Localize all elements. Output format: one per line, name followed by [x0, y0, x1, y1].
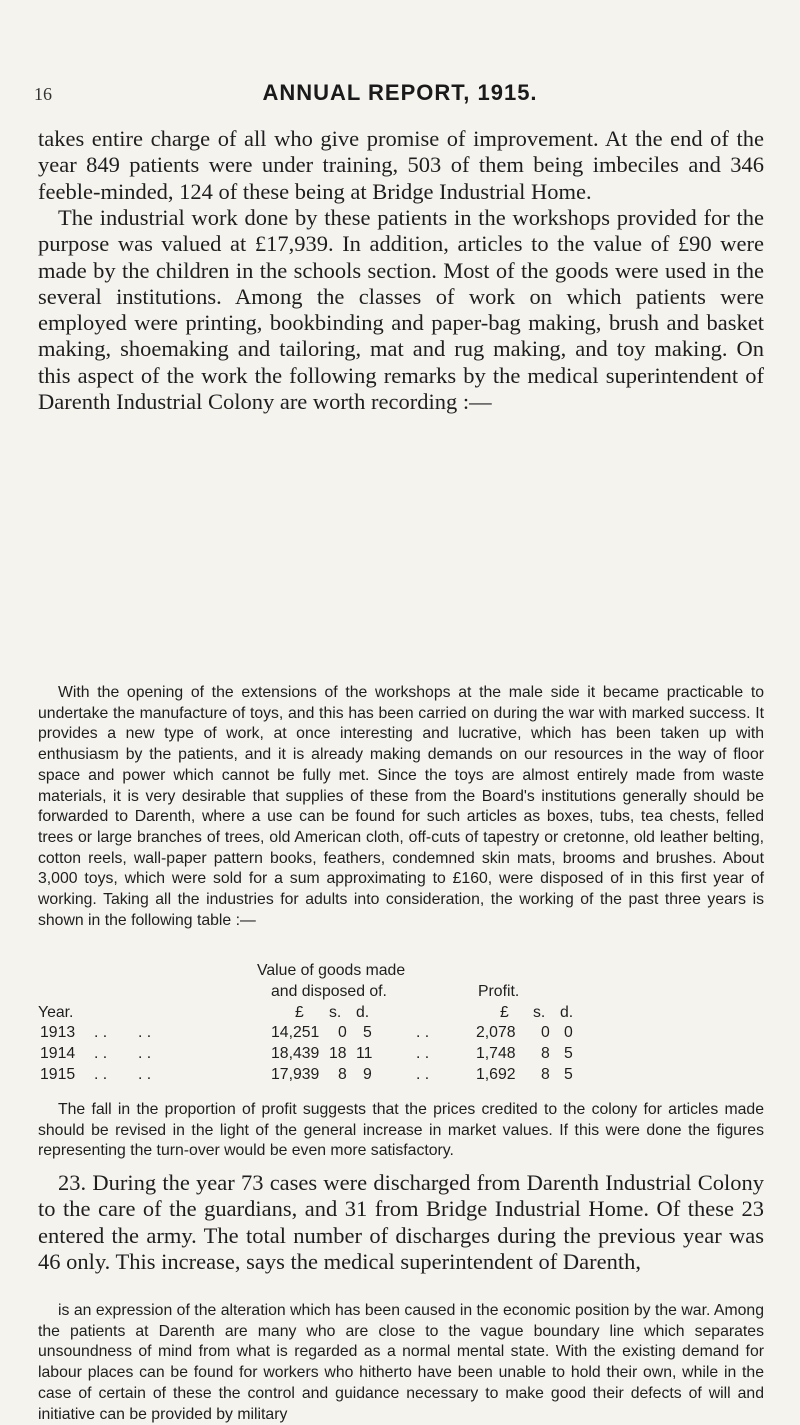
table-cell-value-pence: 5: [363, 1024, 372, 1041]
page-number: 16: [34, 84, 52, 104]
paragraph-industrial-work: The industrial work done by these patients in the workshops provided for the purpose was valued at £17,939. In addition, articles to the value of £90 were made by the children in the schools section. Most of the goods were used in the several institutions. Among the classes of work on which patients were employed were printing, bookbinding and paper-bag making, brush and basket making, shoemaking and tailoring, mat and rug making, and toy making. On this aspect of the work the following remarks by the medical superintendent of Darenth Industrial Colony are worth recording :—: [38, 205, 764, 415]
table-cell-value-pounds: 18,439: [271, 1045, 320, 1062]
table-cell-value-pence: 11: [356, 1045, 373, 1062]
table-unit-pence: d.: [356, 1004, 370, 1021]
table-unit-pounds: £: [295, 1004, 304, 1021]
table-cell-profit-shillings: 0: [541, 1024, 550, 1041]
table-cell-profit-shillings: 8: [541, 1045, 550, 1062]
table-leader: . .: [138, 1045, 152, 1062]
running-title: ANNUAL REPORT, 1915.: [262, 80, 538, 105]
table-cell-profit-pounds: 1,692: [476, 1066, 516, 1083]
table-leader: . .: [416, 1045, 430, 1062]
table-unit-shillings: s.: [329, 1004, 342, 1021]
table-leader: . .: [416, 1024, 430, 1041]
table-cell-value-shillings: 0: [338, 1024, 347, 1041]
table-unit-shillings: s.: [533, 1004, 546, 1021]
quotation-war-economy: is an expression of the alteration which has been caused in the economic position by the war. Among the patients at Darenth are many who are close to the vague boundary line which separates unsoundness of mind from what is regarded as a normal mental state. With the existing demand for labour places can be found for workers who hitherto have been unable to hold their own, while in the case of certain of these the control and guidance necessary to make good their defects of will and initiative can be provided by military: [38, 1302, 764, 1423]
table-cell-value-pence: 9: [363, 1066, 372, 1083]
table-cell-value-shillings: 8: [338, 1066, 347, 1083]
industries-table: [38, 962, 764, 1100]
table-header-value-line2: and disposed of.: [271, 983, 387, 1000]
table-header-year: Year.: [38, 1004, 74, 1021]
quotation-toys: With the opening of the extensions of the workshops at the male side it became practicable to undertake the manufacture of toys, and this has been carried on during the war with marked success. It provides a new type of work, at once interesting and lucrative, which has been taken up with enthusiasm by the patients, and it is already making demands on our resources in the way of floor space and power which cannot be fully met. Since the toys are almost entirely made from waste materials, it is very desirable that supplies of these from the Board's institutions generally should be forwarded to Darenth, where a use can be found for such articles as boxes, tubs, tea chests, felled trees or large branches of trees, old American cloth, off-cuts of tapestry or cretonne, old leather belting, cotton reels, wall-paper pattern books, feathers, condemned skin mats, brooms and brushes. About 3,000 toys, which were sold for a sum approximating to £160, were disposed of in this first year of working. Taking all the industries for adults into consideration, the working of the past three years is shown in the following table :—: [38, 684, 764, 929]
table-leader: . .: [138, 1066, 152, 1083]
table-cell-profit-pence: 0: [564, 1024, 573, 1041]
table-header-value-line1: Value of goods made: [257, 962, 406, 979]
table-leader: . .: [94, 1024, 108, 1041]
table-cell-profit-shillings: 8: [541, 1066, 550, 1083]
table-cell-value-pounds: 17,939: [271, 1066, 320, 1083]
table-cell-year: 1913: [40, 1024, 76, 1041]
table-unit-pence: d.: [560, 1004, 574, 1021]
table-cell-value-shillings: 18: [329, 1045, 347, 1062]
table-cell-year: 1915: [40, 1066, 76, 1083]
paragraph-continued: takes entire charge of all who give promise of improvement. At the end of the year 849 patients were under training, 503 of them being imbeciles and 346 feeble-minded, 124 of these being at Bridge Industrial Home.: [38, 126, 764, 204]
table-leader: . .: [416, 1066, 430, 1083]
table-cell-profit-pence: 5: [564, 1066, 573, 1083]
table-cell-value-pounds: 14,251: [271, 1024, 320, 1041]
table-leader: . .: [94, 1066, 108, 1083]
table-leader: . .: [138, 1024, 152, 1041]
table-cell-profit-pence: 5: [564, 1045, 573, 1062]
table-header-profit: Profit.: [478, 983, 520, 1000]
page-header: [0, 80, 800, 116]
paragraph-discharges: 23. During the year 73 cases were discharged from Darenth Industrial Colony to the care of the guardians, and 31 from Bridge Industrial Home. Of these 23 entered the army. The total number of discharges during the previous year was 46 only. This increase, says the medical superintendent of Darenth,: [38, 1170, 764, 1274]
table-cell-profit-pounds: 1,748: [476, 1045, 516, 1062]
paragraph-profit-fall: The fall in the proportion of profit suggests that the prices credited to the colony for articles made should be revised in the light of the general increase in market values. If this were done the figures representing the turn-over would be even more satisfactory.: [38, 1101, 764, 1160]
table-unit-pounds: £: [500, 1004, 509, 1021]
table-cell-profit-pounds: 2,078: [476, 1024, 516, 1041]
table-leader: . .: [94, 1045, 108, 1062]
table-cell-year: 1914: [40, 1045, 76, 1062]
